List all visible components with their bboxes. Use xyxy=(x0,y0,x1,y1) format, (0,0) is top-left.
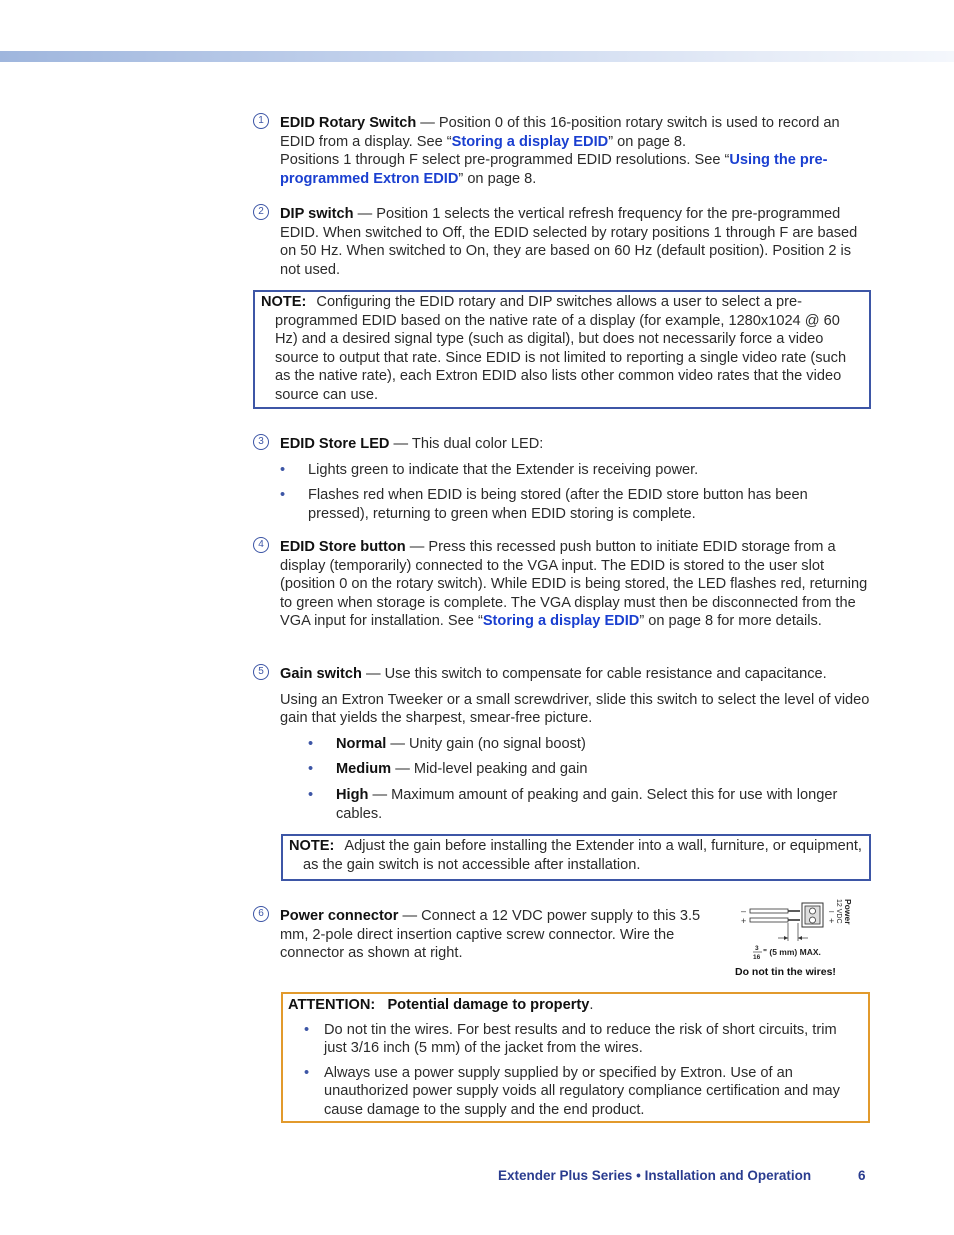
item-text: — Press this recessed push button to initiate EDID storage from a display (temporarily) connected to the VGA input. The EDID is stored to the user slot (position 0 on the rotary switch). While EDID is being stored, the LED flashes red, returning to green when storage is complete. The VGA display must then be disconnected from the VGA input for installation. See “ xyxy=(280,539,868,630)
note-box-gain xyxy=(281,834,871,881)
callout-number-1: 1 xyxy=(253,113,269,129)
wire-plus xyxy=(750,918,788,922)
page-number: 6 xyxy=(858,1168,866,1183)
terminal-plus: + xyxy=(829,916,835,926)
callout-number-6: 6 xyxy=(253,906,269,922)
list-item xyxy=(308,786,872,823)
item-paragraph: Using an Extron Tweeker or a small screwdriver, slide this switch to select the level of video gain that yields the sharpest, smear-free picture. xyxy=(280,691,870,727)
item-text: Positions 1 through F select pre-programmed EDID resolutions. See “ xyxy=(280,152,730,169)
list-item xyxy=(308,735,872,754)
item-title: DIP switch xyxy=(280,206,354,222)
wire-minus xyxy=(750,909,788,913)
note-label: NOTE: xyxy=(289,838,335,854)
item-text: ” on page 8. xyxy=(458,170,537,187)
note-text: Configuring the EDID rotary and DIP switches allows a user to select a pre-programmed EDID based on the native rate of a display (for example, 1280x1024 @ 60 Hz) and a desired signal type (such as digital), but does not necessarily force a video source to output that rate. Since EDID is not limited to reporting a single video rate (such as the native rate), each Extron EDID also lists other common video rates that the video source can use. xyxy=(275,294,847,403)
wire-minus-label: – xyxy=(741,906,747,916)
link-storing-display-edid[interactable]: Storing a display EDID xyxy=(482,613,640,630)
item-dip-switch xyxy=(280,205,872,279)
attention-label: ATTENTION: xyxy=(288,997,376,1013)
item-text: — Position 1 selects the vertical refresh frequency for the pre-programmed EDID. When switched to Off, the EDID selected by rotary positions 1 through F are based on 50 Hz. When switched to On, they are based on 60 Hz (default position). Position 2 is not used. xyxy=(280,206,858,278)
item-text: — Use this switch to compensate for cable resistance and capacitance. xyxy=(361,666,827,682)
attention-period: . xyxy=(589,997,594,1013)
item-edid-store-button xyxy=(280,538,872,631)
callout-number-5: 5 xyxy=(253,664,269,680)
strip-length-label: " (5 mm) MAX. xyxy=(763,947,821,957)
item-title: Gain switch xyxy=(280,666,362,682)
option-desc: — Mid-level peaking and gain xyxy=(391,761,588,778)
callout-number-4: 4 xyxy=(253,537,269,553)
option-name: Medium xyxy=(336,761,392,778)
item-text: ” on page 8 for more details. xyxy=(639,613,822,630)
item-title: EDID Store button xyxy=(280,539,406,555)
power-connector-diagram xyxy=(732,893,872,983)
callout-number-2: 2 xyxy=(253,204,269,220)
footer-section: Installation and Operation xyxy=(644,1168,812,1183)
item-text: — Position 0 of this 16-position rotary switch is used to record an EDID from a display. See “ xyxy=(280,115,840,150)
attention-title: Potential damage to property xyxy=(387,997,590,1013)
list-item: • Lights green to indicate that the Extender is receiving power. xyxy=(280,461,872,480)
list-item: • Always use a power supply supplied by or specified by Extron. Use of an unauthorized power supply voids all regulatory compliance certification and may cause damage to the supply and the end product. xyxy=(288,1064,860,1120)
list-item xyxy=(308,760,872,779)
fraction-denominator: 16 xyxy=(753,954,761,961)
item-title: Power connector xyxy=(280,908,399,924)
item-power-connector xyxy=(280,907,722,963)
link-storing-display-edid[interactable]: Storing a display EDID xyxy=(451,133,609,150)
item-text: — This dual color LED: xyxy=(389,436,544,452)
item-title: EDID Store LED xyxy=(280,436,390,452)
list-item: • Do not tin the wires. For best results and to reduce the risk of short circuits, trim just 3/16 inch (5 mm) of the jacket from the wires. xyxy=(288,1021,860,1058)
attention-box xyxy=(281,992,870,1123)
terminal-minus: – xyxy=(829,906,835,916)
note-box-edid xyxy=(253,290,871,409)
option-name: Normal xyxy=(336,735,387,752)
wire-plus-label: + xyxy=(741,916,747,926)
list-item: • Flashes red when EDID is being stored (after the EDID store button has been pressed), returning to green when EDID storing is complete. xyxy=(280,486,872,523)
note-text: Adjust the gain before installing the Extender into a wall, furniture, or equipment, as the gain switch is not accessible after installation. xyxy=(303,838,862,873)
item-text: ” on page 8. xyxy=(608,133,687,150)
item-gain-switch xyxy=(280,665,872,823)
diagram-caption: Do not tin the wires! xyxy=(735,966,836,978)
link-using-preprogrammed-edid[interactable]: Using the pre-programmed Extron EDID xyxy=(280,152,828,187)
footer-separator: • xyxy=(632,1168,645,1183)
option-desc: — Maximum amount of peaking and gain. Select this for use with longer cables. xyxy=(336,786,838,822)
item-text: — Connect a 12 VDC power supply to this 3.5 mm, 2-pole direct insertion captive screw connector. Wire the connector as shown at right. xyxy=(280,908,701,962)
power-label: Power xyxy=(843,899,853,925)
vdc-label: 12 VDC xyxy=(835,899,842,924)
page-footer xyxy=(498,1167,878,1186)
fraction-numerator: 3 xyxy=(755,945,759,952)
wiring-illustration xyxy=(732,893,872,983)
item-edid-rotary-switch xyxy=(280,114,872,188)
note-label: NOTE: xyxy=(261,294,307,310)
item-title: EDID Rotary Switch xyxy=(280,115,417,131)
header-band xyxy=(0,51,954,62)
callout-number-3: 3 xyxy=(253,434,269,450)
option-desc: — Unity gain (no signal boost) xyxy=(386,735,586,752)
option-name: High xyxy=(336,786,369,803)
footer-series: Extender Plus Series xyxy=(498,1168,633,1183)
item-edid-store-led xyxy=(280,435,872,523)
